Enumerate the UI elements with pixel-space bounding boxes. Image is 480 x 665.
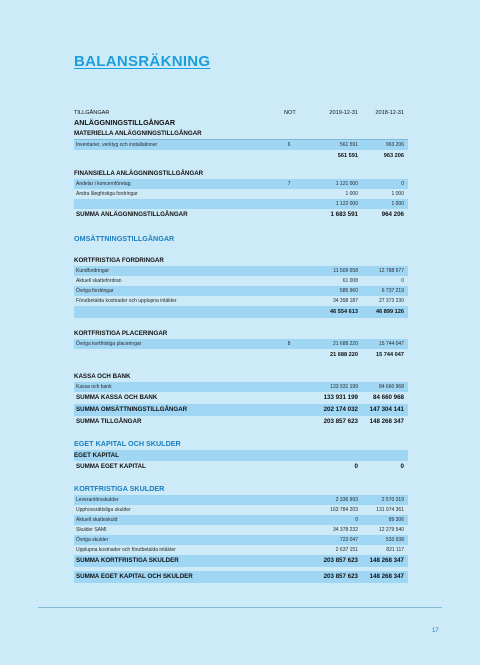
sum-value-2018: 84 660 968	[373, 394, 404, 401]
row-value-2019: 1 121 000	[335, 181, 358, 187]
row-label: Upplupna kostnader och förutbetalda intäkter	[76, 547, 176, 553]
column-label-2019: 2019-12-31	[329, 110, 358, 116]
section-heading-fixed-assets	[74, 118, 408, 128]
sum-value-2019: 203 857 623	[323, 418, 358, 425]
subheading-label: KORTFRISTIGA PLACERINGAR	[74, 330, 168, 337]
row-note: 8	[287, 341, 291, 347]
row-label: Övriga skulder	[76, 537, 109, 543]
row-label: Aktuell skattefordran	[76, 278, 122, 284]
sum-current-assets-row	[74, 404, 408, 416]
sum-label: SUMMA ANLÄGGNINGSTILLGÅNGAR	[76, 211, 188, 218]
sum-value-2018: 148 268 347	[369, 573, 404, 580]
table-row	[74, 515, 408, 525]
sum-value-2018: 148 268 347	[369, 418, 404, 425]
subheading-label: KASSA OCH BANK	[74, 373, 131, 380]
row-value-2018: 27 373 230	[378, 298, 404, 304]
subheading-label: MATERIELLA ANLÄGGNINGSTILLGÅNGAR	[74, 130, 202, 137]
subheading-investments	[74, 328, 408, 339]
column-label-note: NOT	[284, 110, 296, 116]
table-row	[74, 189, 408, 199]
row-value-2018: 821 117	[386, 547, 404, 553]
row-label: Inventarier, verktyg och installationer	[76, 142, 158, 148]
row-value-2018: 0	[401, 278, 404, 284]
row-value-2019: 163 784 203	[330, 507, 358, 513]
subtotal-row	[74, 199, 408, 209]
table-row	[74, 276, 408, 286]
subtotal-value-2018: 46 899 126	[376, 309, 404, 315]
column-label-2018: 2018-12-31	[375, 110, 404, 116]
subtotal-row	[74, 150, 408, 162]
row-value-2019: 561 591	[339, 142, 358, 148]
row-label: Kundfordringar	[76, 268, 110, 274]
subtotal-value-2018: 963 206	[383, 153, 404, 159]
section-heading-label: OMSÄTTNINGSTILLGÅNGAR	[74, 234, 175, 243]
row-value-2019: 61 008	[342, 278, 358, 284]
subheading-receivables	[74, 255, 408, 266]
table-row	[74, 266, 408, 276]
row-value-2018: 0	[401, 181, 404, 187]
row-label: Upphovsrättsliga skulder	[76, 507, 131, 513]
sum-label: SUMMA TILLGÅNGAR	[76, 418, 142, 425]
row-label: Andra långfristiga fordringar	[76, 191, 138, 197]
row-value-2019: 21 688 220	[332, 341, 358, 347]
table-row	[74, 535, 408, 545]
row-value-2019: 2 637 151	[335, 547, 358, 553]
subtotal-row	[74, 306, 408, 318]
subtotal-value-2019: 561 591	[337, 153, 358, 159]
table-row	[74, 505, 408, 515]
sum-value-2019: 203 857 623	[323, 573, 358, 580]
row-value-2018: 131 974 361	[376, 507, 404, 513]
sum-label: SUMMA EGET KAPITAL OCH SKULDER	[76, 573, 193, 580]
sum-value-2019: 202 174 032	[323, 406, 358, 413]
subheading-equity	[74, 450, 408, 461]
sum-cash-row	[74, 392, 408, 404]
table-row	[74, 179, 408, 189]
row-label: Övriga fordringar	[76, 288, 114, 294]
section-heading-short-term-liabilities	[74, 483, 408, 495]
sum-value-2019: 203 857 623	[323, 557, 358, 564]
section-heading-label: KORTFRISTIGA SKULDER	[74, 484, 165, 493]
row-value-2018: 12 788 677	[378, 268, 404, 274]
column-header-row	[74, 109, 408, 118]
section-heading-current-assets	[74, 233, 408, 245]
row-label: Kassa och bank	[76, 384, 112, 390]
sum-label: SUMMA KASSA OCH BANK	[76, 394, 158, 401]
subtotal-value-2018: 1 000	[391, 201, 404, 207]
row-value-2018: 533 938	[385, 537, 404, 543]
subheading-label: FINANSIELLA ANLÄGGNINGSTILLGÅNGAR	[74, 170, 204, 177]
row-label: Andelar i koncernföretag	[76, 181, 131, 187]
column-label-assets: TILLGÅNGAR	[74, 110, 110, 116]
subtotal-row	[74, 349, 408, 361]
table-row	[74, 525, 408, 535]
row-value-2018: 2 570 319	[381, 497, 404, 503]
sum-equity-and-liabilities-row	[74, 571, 408, 583]
subheading-label: EGET KAPITAL	[74, 452, 119, 459]
row-value-2018: 963 206	[385, 142, 404, 148]
row-value-2019: 1 000	[345, 191, 358, 197]
sum-value-2019: 1 683 591	[330, 211, 358, 218]
balance-sheet-table	[74, 109, 408, 583]
sum-value-2019: 0	[354, 463, 358, 470]
row-label: Leverantörsskulder	[76, 497, 119, 503]
table-row	[74, 140, 408, 150]
table-row	[74, 296, 408, 306]
sum-equity-row	[74, 461, 408, 473]
row-value-2019: 2 336 993	[335, 497, 358, 503]
row-value-2019: 11 509 658	[333, 268, 358, 274]
page-number: 17	[432, 628, 439, 634]
row-label: Övriga kortfristiga placeringar	[76, 341, 142, 347]
row-label: Aktuell skatteskuld	[76, 517, 118, 523]
row-value-2018: 1 000	[391, 191, 404, 197]
section-heading-equity-liabilities	[74, 438, 408, 450]
sum-label: SUMMA KORTFRISTIGA SKULDER	[76, 557, 179, 564]
table-row	[74, 339, 408, 349]
sum-short-term-liabilities-row	[74, 555, 408, 567]
row-label: Förutbetalda kostnader och upplupna intäkter	[76, 298, 177, 304]
subheading-label: KORTFRISTIGA FORDRINGAR	[74, 257, 164, 264]
row-value-2019: 723 047	[339, 537, 358, 543]
subtotal-value-2019: 21 688 220	[330, 352, 358, 358]
footer-divider	[38, 607, 442, 608]
row-value-2018: 84 660 968	[378, 384, 404, 390]
table-row	[74, 545, 408, 555]
row-note: 6	[287, 142, 291, 148]
subheading-tangible-assets	[74, 128, 408, 139]
subheading-financial-assets	[74, 168, 408, 179]
section-heading-label: EGET KAPITAL OCH SKULDER	[74, 439, 181, 448]
sum-assets-row	[74, 416, 408, 428]
subtotal-value-2019: 1 122 000	[335, 201, 358, 207]
page-title: BALANSRÄKNING	[74, 53, 211, 70]
row-value-2018: 12 279 540	[378, 527, 404, 533]
row-value-2018: 6 737 219	[381, 288, 404, 294]
sum-fixed-assets-row	[74, 209, 408, 221]
row-value-2019: 133 931 199	[330, 384, 358, 390]
sum-value-2018: 0	[400, 463, 404, 470]
row-label: Skulder SAMI	[76, 527, 107, 533]
section-heading-label: ANLÄGGNINGSTILLGÅNGAR	[74, 118, 176, 127]
row-note: 7	[287, 181, 291, 187]
table-row	[74, 382, 408, 392]
row-value-2019: 585 960	[339, 288, 358, 294]
table-row	[74, 495, 408, 505]
row-value-2018: 15 744 047	[378, 341, 404, 347]
sum-label: SUMMA EGET KAPITAL	[76, 463, 146, 470]
sum-value-2019: 133 931 199	[323, 394, 358, 401]
row-value-2018: 89 306	[388, 517, 404, 523]
table-row	[74, 286, 408, 296]
subtotal-value-2019: 46 554 613	[330, 309, 358, 315]
subtotal-value-2018: 15 744 047	[376, 352, 404, 358]
sum-value-2018: 148 268 347	[369, 557, 404, 564]
row-value-2019: 0	[355, 517, 358, 523]
subheading-cash	[74, 371, 408, 382]
sum-value-2018: 964 206	[381, 211, 404, 218]
row-value-2019: 34 378 232	[332, 527, 358, 533]
sum-value-2018: 147 304 141	[369, 406, 404, 413]
row-value-2019: 34 398 187	[332, 298, 358, 304]
sum-label: SUMMA OMSÄTTNINGSTILLGÅNGAR	[76, 406, 188, 413]
